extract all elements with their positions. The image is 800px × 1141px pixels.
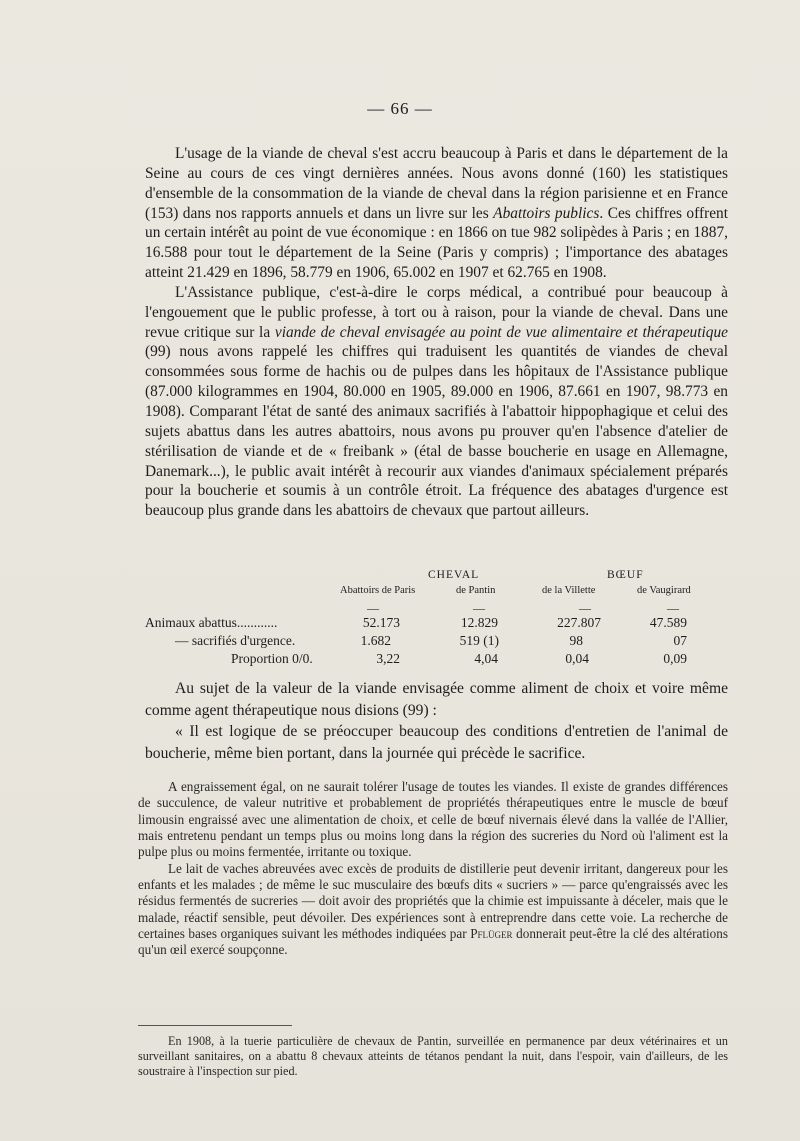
table-row [145, 633, 735, 651]
paragraph-text: L'Assistance publique, c'est-à-dire le corps médical, a contribué pour beaucoup à l'engouement que le public professe, à tort ou à raison, pour la viande de cheval. Dans une revue critique sur la [145, 283, 728, 341]
footnote-divider [138, 1025, 292, 1026]
main-text [145, 144, 728, 521]
table-cell: 0,09 [663, 651, 687, 666]
table-cell: 3,22 [376, 651, 400, 666]
group-header-cheval: CHEVAL [428, 569, 480, 581]
table-cell: 0,04 [565, 651, 589, 666]
table-cell: 519 (1) [459, 633, 499, 648]
paragraph-text: (99) nous avons rappelé les chiffres qui traduisent les quantités de viandes de cheval consommées sous forme de hachis ou de pulpes dans les hôpitaux de l'Assistance publique (87.000 kilogrammes en 1904, 80.000 en 1905, 89.000 en 1906, 87.661 en 1907, 98.773 en 1908). Comparant l'état de santé des animaux sacrifiés à l'abattoir hippophagique et celui des sujets abattus dans les autres abattoirs, nous avons pu prouver qu'en l'absence d'atelier de stérilisation de viande et de « freibank » (étal de basse boucherie en usage en Allemagne, Danemark...), le public avait intérêt à recourir aux viandes d'animaux spécialement préparés pour la boucherie et soumis à un contrôle étroit. La fréquence des abatages d'urgence est beaucoup plus grande dans les abattoirs de chevaux que partout ailleurs. [145, 343, 728, 520]
paragraph-text: L'usage de la viande de cheval s'est accru beaucoup à Paris et dans le département de la Seine au cours de ces vingt dernières années. Nous avons donné (160) les statistiques d'ensemble de la consommation de la viande de cheval dans la région parisienne et en France (153) dans nos rapports annuels et dans un livre sur les [145, 145, 728, 222]
table-row [145, 651, 735, 669]
table-group-headers [145, 569, 735, 585]
quoted-small-text [138, 779, 728, 959]
review-title-italic: viande de cheval envisagée au point de vue alimentaire et thérapeutique [274, 323, 729, 341]
author-name-smallcaps: Pflüger [470, 926, 513, 942]
conclusion-text [145, 678, 728, 764]
dash: — [367, 601, 379, 615]
table-cell: 227.807 [557, 615, 601, 630]
paragraph-text: A engraissement égal, on ne saurait tolérer l'usage de toutes les viandes. Il existe de grandes différences de succulence, de valeur nutritive et probablement de propriétés thérapeutiques entre le muscle de bœuf limousin engraissé avec une alimentation de choix, et celle de bœuf nivernais élevé dans la vallée de l'Allier, mais entretenu pendant un temps plus ou moins long dans la région des sucreries du Nord où l'aliment est la pulpe plus ou moins fermentée, irritante ou toxique. [138, 779, 728, 860]
slaughter-statistics-table [145, 569, 735, 669]
paragraph-text: . Ces chiffres offrent un certain intérêt au point de vue économique : en 1866 on tue 982 solipèdes à Paris ; en 1887, 16.588 pour tout le département de la Seine (Paris y compris) ; l'importance des abatages atteint 21.429 en 1896, 58.779 en 1906, 65.002 en 1907 et 62.765 en 1908. [145, 204, 728, 282]
dash: — [473, 601, 485, 615]
column-header: de Vaugirard [637, 585, 691, 596]
table-cell: 1.682 [360, 633, 391, 648]
row-label: — sacrifiés d'urgence. [175, 633, 296, 648]
paragraph-therapeutic-value: Au sujet de la valeur de la viande envisagée comme aliment de choix et voire même comme agent thérapeutique nous disions (99) : [145, 680, 728, 719]
column-header: de Pantin [456, 585, 496, 596]
group-header-boeuf: BŒUF [607, 569, 644, 581]
paragraph-milk-and-sugar-beets [138, 861, 728, 959]
page-number: — 66 — [367, 99, 433, 118]
column-header: Abattoirs de Paris [340, 585, 416, 596]
table-cell: 4,04 [474, 651, 498, 666]
column-header: de la Villette [542, 585, 596, 596]
table-row [145, 615, 735, 633]
dash: — [667, 601, 679, 615]
table-column-headers [145, 585, 735, 601]
table-cell: 52.173 [362, 615, 400, 630]
table-cell: 12.829 [460, 615, 498, 630]
dash: — [579, 601, 591, 615]
footnote [138, 1034, 728, 1079]
table-dash-row [145, 601, 735, 615]
paragraph-fattening [138, 779, 728, 861]
table-cell: 98 [569, 633, 583, 648]
paragraph-assistance-publique [145, 283, 728, 521]
footnote-text: En 1908, à la tuerie particulière de chevaux de Pantin, surveillée en permanence par deux vétérinaires et un surveillant sanitaires, on a abattu 8 chevaux atteints de tétanos pendant la nuit, dans l'espoir, vain d'ailleurs, de les soustraire à l'inspection sur pied. [138, 1034, 728, 1078]
paragraph-text: donnerait peut-être la clé des altérations qu'un œil exercé soupçonne. [138, 926, 728, 958]
paragraph-horse-meat-usage [145, 144, 728, 283]
row-label: Animaux abattus............ [145, 615, 278, 630]
book-title-italic: Abattoirs publics [493, 204, 600, 222]
table-cell: 47.589 [649, 615, 687, 630]
row-label: Proportion 0/0. [231, 651, 313, 666]
table-cell: 07 [673, 633, 687, 648]
paragraph-text: Le lait de vaches abreuvées avec excès de produits de distillerie peut devenir irritant, dangereux pour les enfants et les malades ; de même le suc musculaire des bœufs dits « sucriers » — parce qu'engraissés avec les résidus fermentés de sucreries — doit avoir des propriétés que la chimie est impuissante à déceler, mais que le malade, réactif sensible, peut dévoiler. Des expériences sont à entreprendre dans cette voie. La recherche de certaines bases organiques suivant les méthodes indiquées par [138, 860, 728, 942]
paragraph-quote-start: « Il est logique de se préoccuper beaucoup des conditions d'entretien de l'animal de boucherie, même bien portant, dans la journée qui précède le sacrifice. [145, 723, 728, 762]
